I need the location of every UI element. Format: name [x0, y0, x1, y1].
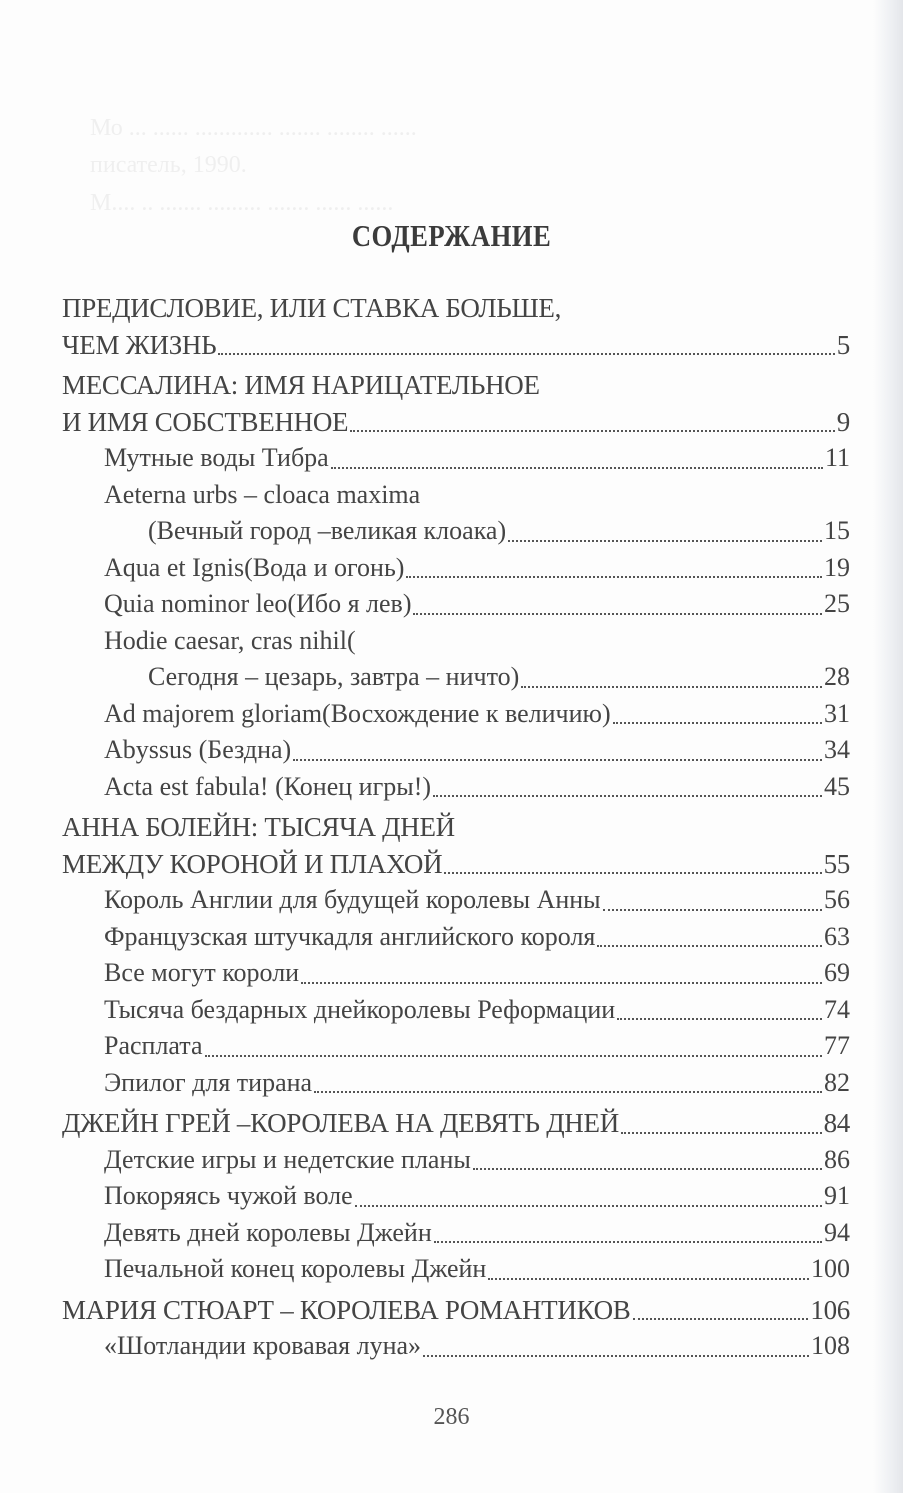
dot-leader	[603, 908, 822, 911]
dot-leader	[301, 981, 822, 984]
page-number: 63	[824, 921, 850, 951]
toc-section[interactable]	[62, 586, 850, 623]
toc-section[interactable]	[62, 882, 850, 919]
page-number: 15	[824, 516, 850, 545]
toc-section[interactable]	[62, 732, 850, 769]
section-title: Ad majorem gloriam(Восхождение к величию)	[104, 698, 611, 728]
dot-leader	[521, 685, 822, 688]
dot-leader	[413, 612, 822, 615]
dot-leader	[617, 1017, 822, 1020]
page-number: 5	[836, 329, 850, 360]
section-title: Мутные воды Тибра	[104, 443, 329, 472]
section-title: Эпилог для тирана	[104, 1067, 313, 1097]
page-number: 94	[824, 1217, 850, 1247]
section-title: Acta est fabula! (Конец игры!)	[104, 771, 432, 801]
chapter-title-line: МЕЖДУ КОРОНОЙ И ПЛАХОЙ	[62, 848, 443, 879]
section-title: (Вечный город –великая клоака)	[148, 516, 507, 545]
page-number: 34	[824, 735, 850, 764]
page-number: 19	[824, 552, 850, 582]
page-number: 25	[824, 589, 850, 618]
page-number: 56	[824, 885, 850, 914]
dot-leader	[423, 1354, 809, 1357]
page-number: 84	[823, 1108, 850, 1138]
page-number: 55	[823, 848, 850, 879]
chapter-title-line: МЕССАЛИНА: ИМЯ НАРИЦАТЕЛЬНОЕ	[62, 370, 540, 400]
section-title: Детские игры и недетские планы	[104, 1144, 471, 1174]
dot-leader	[218, 352, 834, 355]
section-title-line: Hodie caesar, cras nihil(	[104, 625, 356, 655]
toc-entry	[62, 846, 850, 883]
page-number: 108	[811, 1331, 850, 1360]
toc-entry	[62, 327, 850, 364]
dot-leader	[205, 1054, 822, 1057]
dot-leader	[355, 1204, 822, 1207]
page-folio-number: 286	[433, 1404, 470, 1430]
toc-chapter-mary-stuart[interactable]	[62, 1292, 850, 1329]
dot-leader	[508, 539, 822, 542]
toc-section[interactable]	[62, 623, 850, 696]
toc-section[interactable]	[62, 696, 850, 733]
toc-chapter-anne-boleyn[interactable]	[62, 809, 850, 882]
dot-leader	[473, 1167, 822, 1170]
toc-section[interactable]	[62, 955, 850, 992]
dot-leader	[621, 1131, 822, 1134]
page-number: 86	[824, 1144, 850, 1174]
toc-section[interactable]	[62, 919, 850, 956]
section-title-line: Aeterna urbs – cloaca maxima	[104, 479, 421, 509]
page-title: СОДЕРЖАНИЕ	[351, 218, 552, 253]
dot-leader	[350, 429, 835, 432]
toc-section[interactable]	[62, 1215, 850, 1252]
page-number: 77	[824, 1031, 850, 1060]
chapter-title-line: ЧЕМ ЖИЗНЬ	[62, 329, 217, 360]
chapter-title-line: ПРЕДИСЛОВИЕ, ИЛИ СТАВКА БОЛЬШЕ,	[62, 293, 562, 323]
dot-leader	[406, 575, 822, 578]
section-title: Французская штучкадля английского короля	[104, 921, 596, 951]
section-title: Девять дней королевы Джейн	[104, 1217, 432, 1247]
dot-leader	[293, 758, 822, 761]
section-title: «Шотландии кровавая луна»	[104, 1331, 422, 1360]
page-number: 74	[824, 994, 850, 1024]
chapter-title-line: ДЖЕЙН ГРЕЙ –КОРОЛЕВА НА ДЕВЯТЬ ДНЕЙ	[62, 1108, 619, 1138]
section-title: Тысяча бездарных днейкоролевы Реформации	[104, 994, 616, 1024]
toc-section[interactable]	[62, 1328, 850, 1365]
toc-section[interactable]	[62, 1028, 850, 1065]
toc-chapter-jane-grey[interactable]	[62, 1105, 850, 1142]
section-title: Король Англии для будущей королевы Анны	[104, 885, 601, 914]
page-number: 69	[824, 958, 850, 987]
toc-section[interactable]	[62, 1065, 850, 1102]
toc-chapter-preface[interactable]	[62, 290, 850, 363]
section-title: Aqua et Ignis(Вода и огонь)	[104, 552, 405, 582]
page-number: 91	[824, 1181, 850, 1210]
page-number: 106	[810, 1294, 850, 1325]
toc-section[interactable]	[62, 477, 850, 550]
dot-leader	[314, 1090, 822, 1093]
dot-leader	[331, 466, 823, 469]
toc-section[interactable]	[62, 550, 850, 587]
dot-leader	[488, 1277, 809, 1280]
page-edge-shadow	[873, 0, 903, 1493]
section-title: Quia nominor leo(Ибо я лев)	[104, 589, 412, 618]
dot-leader	[433, 794, 822, 797]
toc-section[interactable]	[62, 1142, 850, 1179]
toc-section[interactable]	[62, 440, 850, 477]
page-number: 28	[824, 662, 850, 691]
show-through-text: Мо ... ...... ............. ....... ........ ...... писатель, 1990. М.... .. ....... ......... ....... ...... ......	[90, 115, 417, 216]
toc-chapter-messalina[interactable]	[62, 367, 850, 440]
page-number: 100	[811, 1254, 850, 1283]
chapter-title-line: МАРИЯ СТЮАРТ – КОРОЛЕВА РОМАНТИКОВ	[62, 1294, 631, 1325]
page-number: 9	[836, 406, 850, 437]
toc-entry	[62, 404, 850, 441]
toc-section[interactable]	[62, 992, 850, 1029]
page-number: 31	[824, 698, 850, 728]
section-title: Печальной конец королевы Джейн	[104, 1254, 487, 1283]
dot-leader	[597, 944, 822, 947]
dot-leader	[434, 1240, 822, 1243]
table-of-contents	[62, 290, 850, 1365]
section-title: Сегодня – цезарь, завтра – ничто)	[148, 662, 520, 691]
toc-section[interactable]	[62, 769, 850, 806]
chapter-title-line: АННА БОЛЕЙН: ТЫСЯЧА ДНЕЙ	[62, 812, 455, 842]
section-title: Все могут короли	[104, 958, 300, 987]
toc-section[interactable]	[62, 1251, 850, 1288]
page-number: 11	[824, 443, 850, 472]
section-title: Покоряясь чужой воле	[104, 1181, 353, 1210]
section-title: Abyssus (Бездна)	[104, 735, 292, 764]
page-number: 82	[824, 1067, 850, 1097]
toc-section[interactable]	[62, 1178, 850, 1215]
section-title: Расплата	[104, 1031, 203, 1060]
page-number: 45	[824, 771, 850, 801]
chapter-title-line: И ИМЯ СОБСТВЕННОЕ	[62, 406, 349, 437]
dot-leader	[613, 721, 822, 724]
dot-leader	[633, 1317, 809, 1320]
dot-leader	[444, 871, 821, 874]
